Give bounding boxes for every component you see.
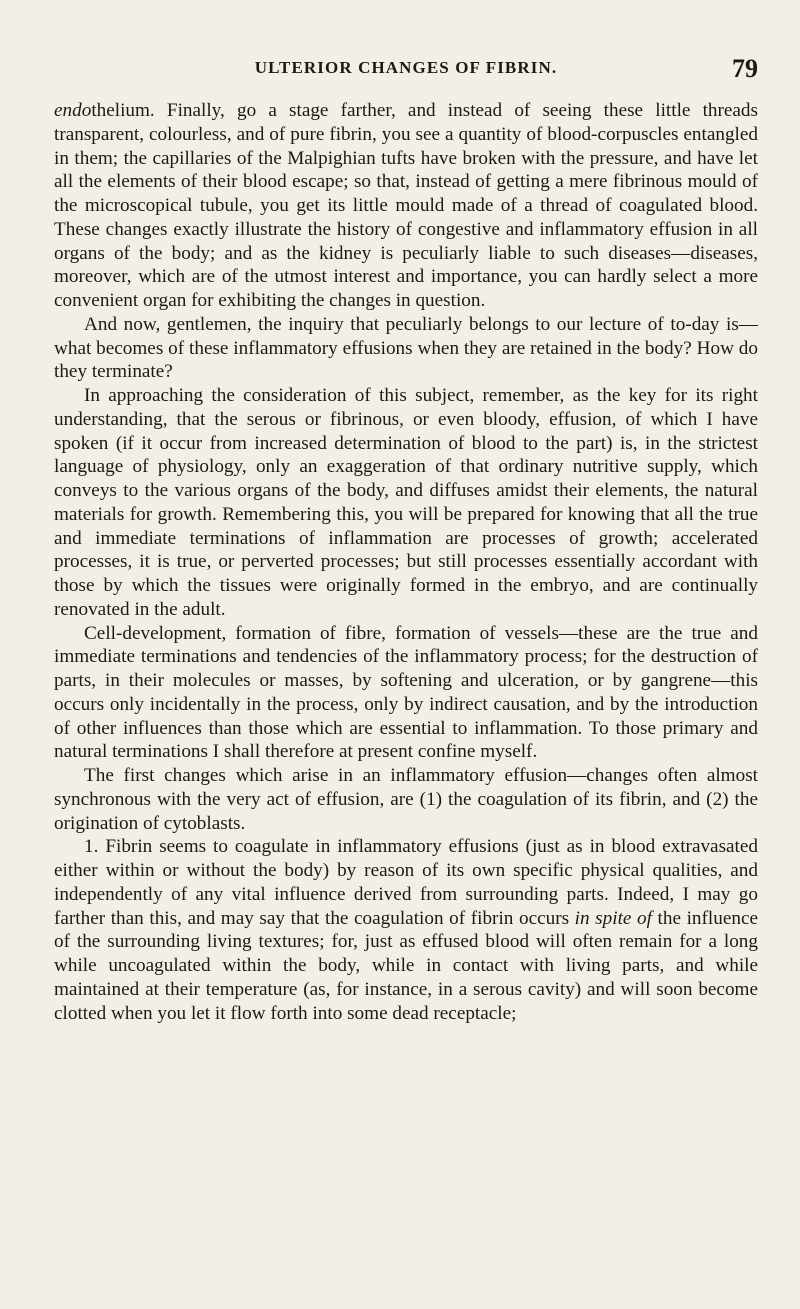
paragraph-6: 1. Fibrin seems to coagulate in inflammatory effusions (just as in blood extravasated either within or without the body) by reason of its own specific physical qualities, and independently of any vital influence derived from surrounding parts. Indeed, I may go farther than this, and may say that the coagulation of fibrin occurs in spite of the influence of the surrounding living textures; for, just as effused blood will often remain for a long while uncoagulated within the body, while in contact with living parts, and while maintained at their temperature (as, for instance, in a serous cavity) and will soon become clotted when you let it flow forth into some dead receptacle; xyxy=(54,836,758,1024)
body-text xyxy=(54,99,758,1025)
page-header xyxy=(54,54,758,88)
paragraph-4: Cell-development, formation of fibre, formation of vessels—these are the true and immediate terminations and tendencies of the inflammatory process; for the destruction of parts, in their molecules or masses, by softening and ulceration, or by gangrene—this occurs only incidentally in the process, only by indirect causation, and by the introduction of other influences than those which are essential to inflammation. To those primary and natural terminations I shall therefore at present confine myself. xyxy=(54,622,758,763)
paragraph-5: The first changes which arise in an inflammatory effusion—changes often almost synchronous with the very act of effusion, are (1) the coagulation of its fibrin, and (2) the origination of cytoblasts. xyxy=(54,765,758,834)
paragraph-3: In approaching the consideration of this subject, remember, as the key for its right understanding, that the serous or fibrinous, or even bloody, effusion, of which I have spoken (if it occur from increased determination of blood to the part) is, in the strictest language of physiology, only an exaggeration of that ordinary nutritive supply, which conveys to the various organs of the body, and diffuses amidst their elements, the natural materials for growth. Remembering this, you will be prepared for knowing that all the true and immediate terminations of inflammation are processes of growth; accelerated processes, it is true, or perverted processes; but still processes essentially accordant with those by which the tissues were originally formed in the embryo, and are continually renovated in the adult. xyxy=(54,385,758,620)
paragraph-2: And now, gentlemen, the inquiry that peculiarly belongs to our lecture of to-day is—what becomes of these inflammatory effusions when they are retained in the body? How do they terminate? xyxy=(54,313,758,383)
page-number: 79 xyxy=(732,54,758,83)
running-head: ULTERIOR CHANGES OF FIBRIN. xyxy=(254,58,558,77)
paragraph-1: endothelium. Finally, go a stage farther, and instead of seeing these little threads transparent, colourless, and of pure fibrin, you see a quantity of blood-corpuscles entangled in them; the capillaries of the Malpighian tufts have broken with the pressure, and have let all the elements of their blood escape; so that, instead of getting a mere fibrinous mould of the microscopical tubule, you get its little mould made of a thread of coagulated blood. These changes exactly illustrate the history of congestive and inflammatory effusion in all organs of the body; and as the kidney is peculiarly liable to such diseases—diseases, moreover, which are of the utmost interest and importance, you can hardly select a more convenient organ for exhibiting the changes in question. xyxy=(54,100,758,311)
